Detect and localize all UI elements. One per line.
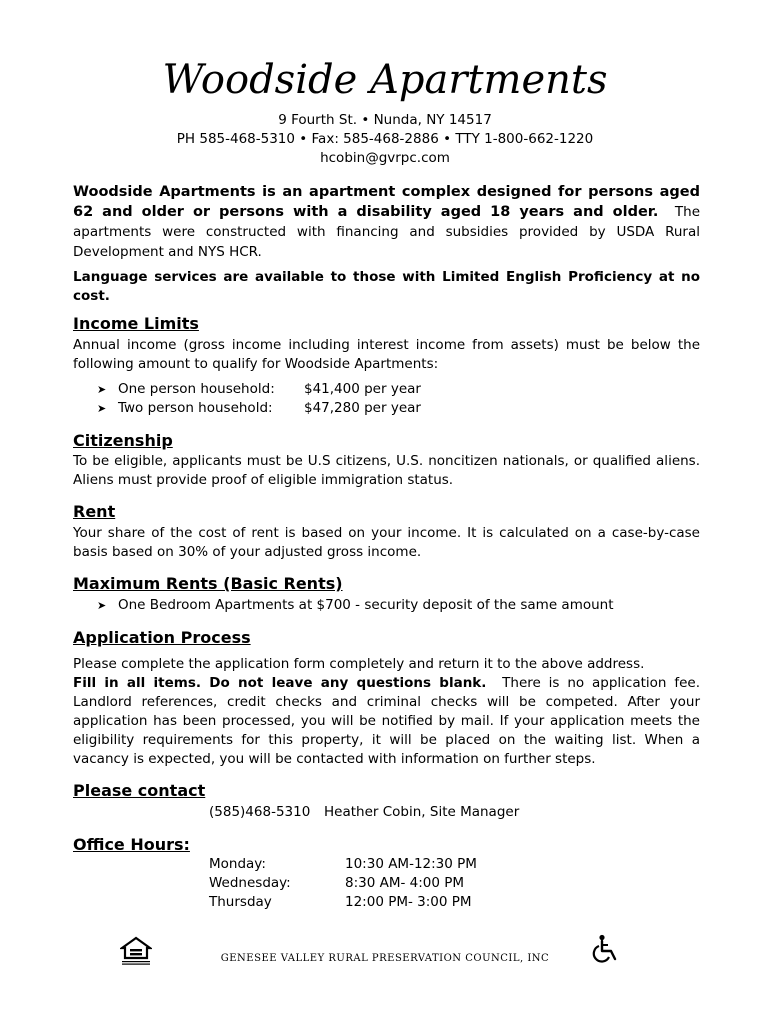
application-line1: Please complete the application form completely and return it to the above address. xyxy=(73,656,645,672)
intro-paragraph: Woodside Apartments is an apartment complex designed for persons aged 62 and older or persons with a disability aged 18 years and older. The apartments were constructed with financing and subsidies provided by USDA Rural Development and NYS HCR. xyxy=(73,184,700,260)
application-text: Fill in all items. Do not leave any questions blank. There is no application fee. Landlord references, credit checks and criminal checks will be competed. After your application has been processed, you will be notified by mail. If your application meets the eligibility requirements for this property, it will be placed on the waiting list. When a vacancy is expected, you will be contacted with information on further steps. xyxy=(73,675,700,767)
address-line: 9 Fourth St. • Nunda, NY 14517 xyxy=(278,112,492,128)
citizenship-text: To be eligible, applicants must be U.S citizens, U.S. noncitizen nationals, or qualified aliens. Aliens must provide proof of eligible immigration status. xyxy=(73,453,700,488)
email-line: hcobin@gvrpc.com xyxy=(320,150,450,166)
contact-heading: Please contact xyxy=(73,781,206,800)
hours-day: Thursday xyxy=(209,894,272,910)
contact-phone: (585)468-5310 xyxy=(209,804,311,820)
rent-text: Your share of the cost of rent is based on your income. It is calculated on a case-by-case basis based on 30% of your adjusted gross income. xyxy=(73,525,700,560)
hours-time: 8:30 AM- 4:00 PM xyxy=(345,875,465,891)
income-heading: Income Limits xyxy=(73,314,199,333)
hours-heading: Office Hours: xyxy=(73,835,190,854)
application-heading: Application Process xyxy=(73,628,251,647)
list-item: ➤ One Bedroom Apartments at $700 - security deposit of the same amount xyxy=(97,597,614,613)
income-text: Annual income (gross income including interest income from assets) must be below the following amount to qualify for Woodside Apartments: xyxy=(73,337,700,372)
page-title: Woodside Apartments xyxy=(162,57,608,103)
arrow-bullet-icon: ➤ xyxy=(97,383,107,396)
max-rents-heading: Maximum Rents (Basic Rents) xyxy=(73,574,343,593)
citizenship-heading: Citizenship xyxy=(73,431,173,450)
hours-day: Wednesday: xyxy=(209,875,291,891)
rent-heading: Rent xyxy=(73,502,116,521)
contact-name: Heather Cobin, Site Manager xyxy=(324,804,520,820)
language-services: Language services are available to those with Limited English Proficiency at no cost. xyxy=(73,269,700,304)
phone-line: PH 585-468-5310 • Fax: 585-468-2886 • TTY 1-800-662-1220 xyxy=(176,131,594,147)
hours-day: Monday: xyxy=(209,856,266,872)
wheelchair-icon xyxy=(592,934,618,964)
arrow-bullet-icon: ➤ xyxy=(97,402,107,415)
arrow-bullet-icon: ➤ xyxy=(97,599,107,612)
list-item: ➤ One person household: $41,400 per year xyxy=(97,381,421,397)
footer-org: GENESEE VALLEY RURAL PRESERVATION COUNCIL, INC xyxy=(220,953,550,964)
list-item: ➤ Two person household: $47,280 per year xyxy=(97,400,421,416)
hours-time: 10:30 AM-12:30 PM xyxy=(345,856,477,872)
hours-time: 12:00 PM- 3:00 PM xyxy=(345,894,472,910)
